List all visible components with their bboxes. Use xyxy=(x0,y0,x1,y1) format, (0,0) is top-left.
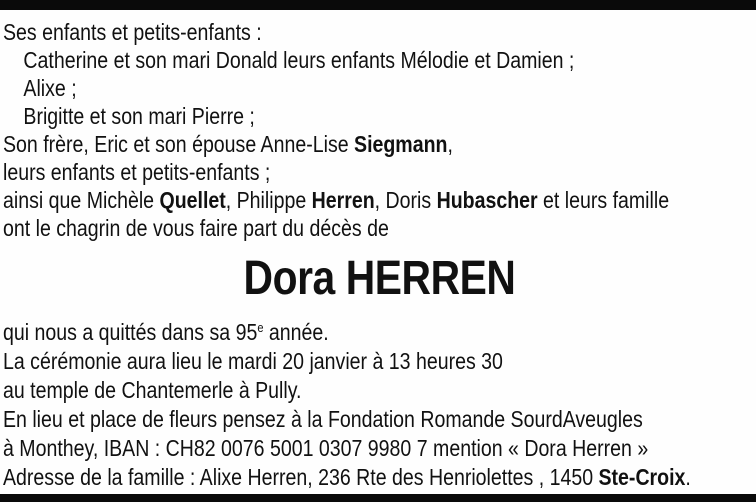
text-segment: Ses enfants et petits-enfants : xyxy=(3,19,262,45)
notice-line xyxy=(3,405,643,434)
text-segment: à Monthey, IBAN : CH82 0076 5001 0307 9980 7 mention « Dora Herren » xyxy=(3,435,649,461)
notice-line xyxy=(3,186,670,214)
ceremony-lines xyxy=(3,318,756,492)
text-segment: et leurs famille xyxy=(537,187,670,213)
notice-line xyxy=(3,46,643,74)
bottom-rule xyxy=(0,494,756,502)
notice-line xyxy=(3,214,643,242)
top-rule xyxy=(0,0,756,10)
bold-text: Siegmann xyxy=(354,131,448,157)
text-segment: Son frère, Eric et son épouse Anne-Lise xyxy=(3,131,355,157)
notice-line xyxy=(3,74,643,102)
text-segment: Adresse de la famille : Alixe Herren, 236 Rte des Henriolettes , 1450 xyxy=(3,464,599,490)
bold-text: Quellet xyxy=(159,187,226,213)
text-segment: , xyxy=(447,131,453,157)
notice-line xyxy=(3,18,643,46)
text-segment: , Doris xyxy=(374,187,437,213)
text-segment: . xyxy=(685,464,691,490)
notice-line xyxy=(3,376,643,405)
notice-line xyxy=(3,318,643,347)
text-segment: leurs enfants et petits-enfants ; xyxy=(3,159,271,185)
text-segment: Brigitte et son mari Pierre ; xyxy=(23,103,255,129)
text-segment: , Philippe xyxy=(225,187,312,213)
bold-text: Hubascher xyxy=(436,187,538,213)
text-segment: En lieu et place de fleurs pensez à la Fondation Romande SourdAveugles xyxy=(3,406,643,432)
text-segment: au temple de Chantemerle à Pully. xyxy=(3,377,302,403)
notice-body xyxy=(3,10,756,492)
text-segment: qui nous a quittés dans sa 95 xyxy=(3,319,258,345)
superscript-text: e xyxy=(257,320,264,335)
notice-line xyxy=(3,130,643,158)
text-segment: ainsi que Michèle xyxy=(3,187,160,213)
text-segment: La cérémonie aura lieu le mardi 20 janvier à 13 heures 30 xyxy=(3,348,503,374)
notice-line xyxy=(3,102,643,130)
deceased-name: Dora HERREN xyxy=(243,252,516,305)
family-lines xyxy=(3,10,756,242)
text-segment: Alixe ; xyxy=(23,75,77,101)
notice-line xyxy=(3,158,643,186)
text-segment: année. xyxy=(263,319,329,345)
text-segment: Catherine et son mari Donald leurs enfants Mélodie et Damien ; xyxy=(23,47,575,73)
notice-line xyxy=(3,347,643,376)
bold-text: Ste-Croix xyxy=(598,464,686,490)
notice-line xyxy=(3,434,649,463)
text-segment: ont le chagrin de vous faire part du décès de xyxy=(3,215,389,241)
notice-line xyxy=(3,463,691,492)
bold-text: Herren xyxy=(311,187,375,213)
